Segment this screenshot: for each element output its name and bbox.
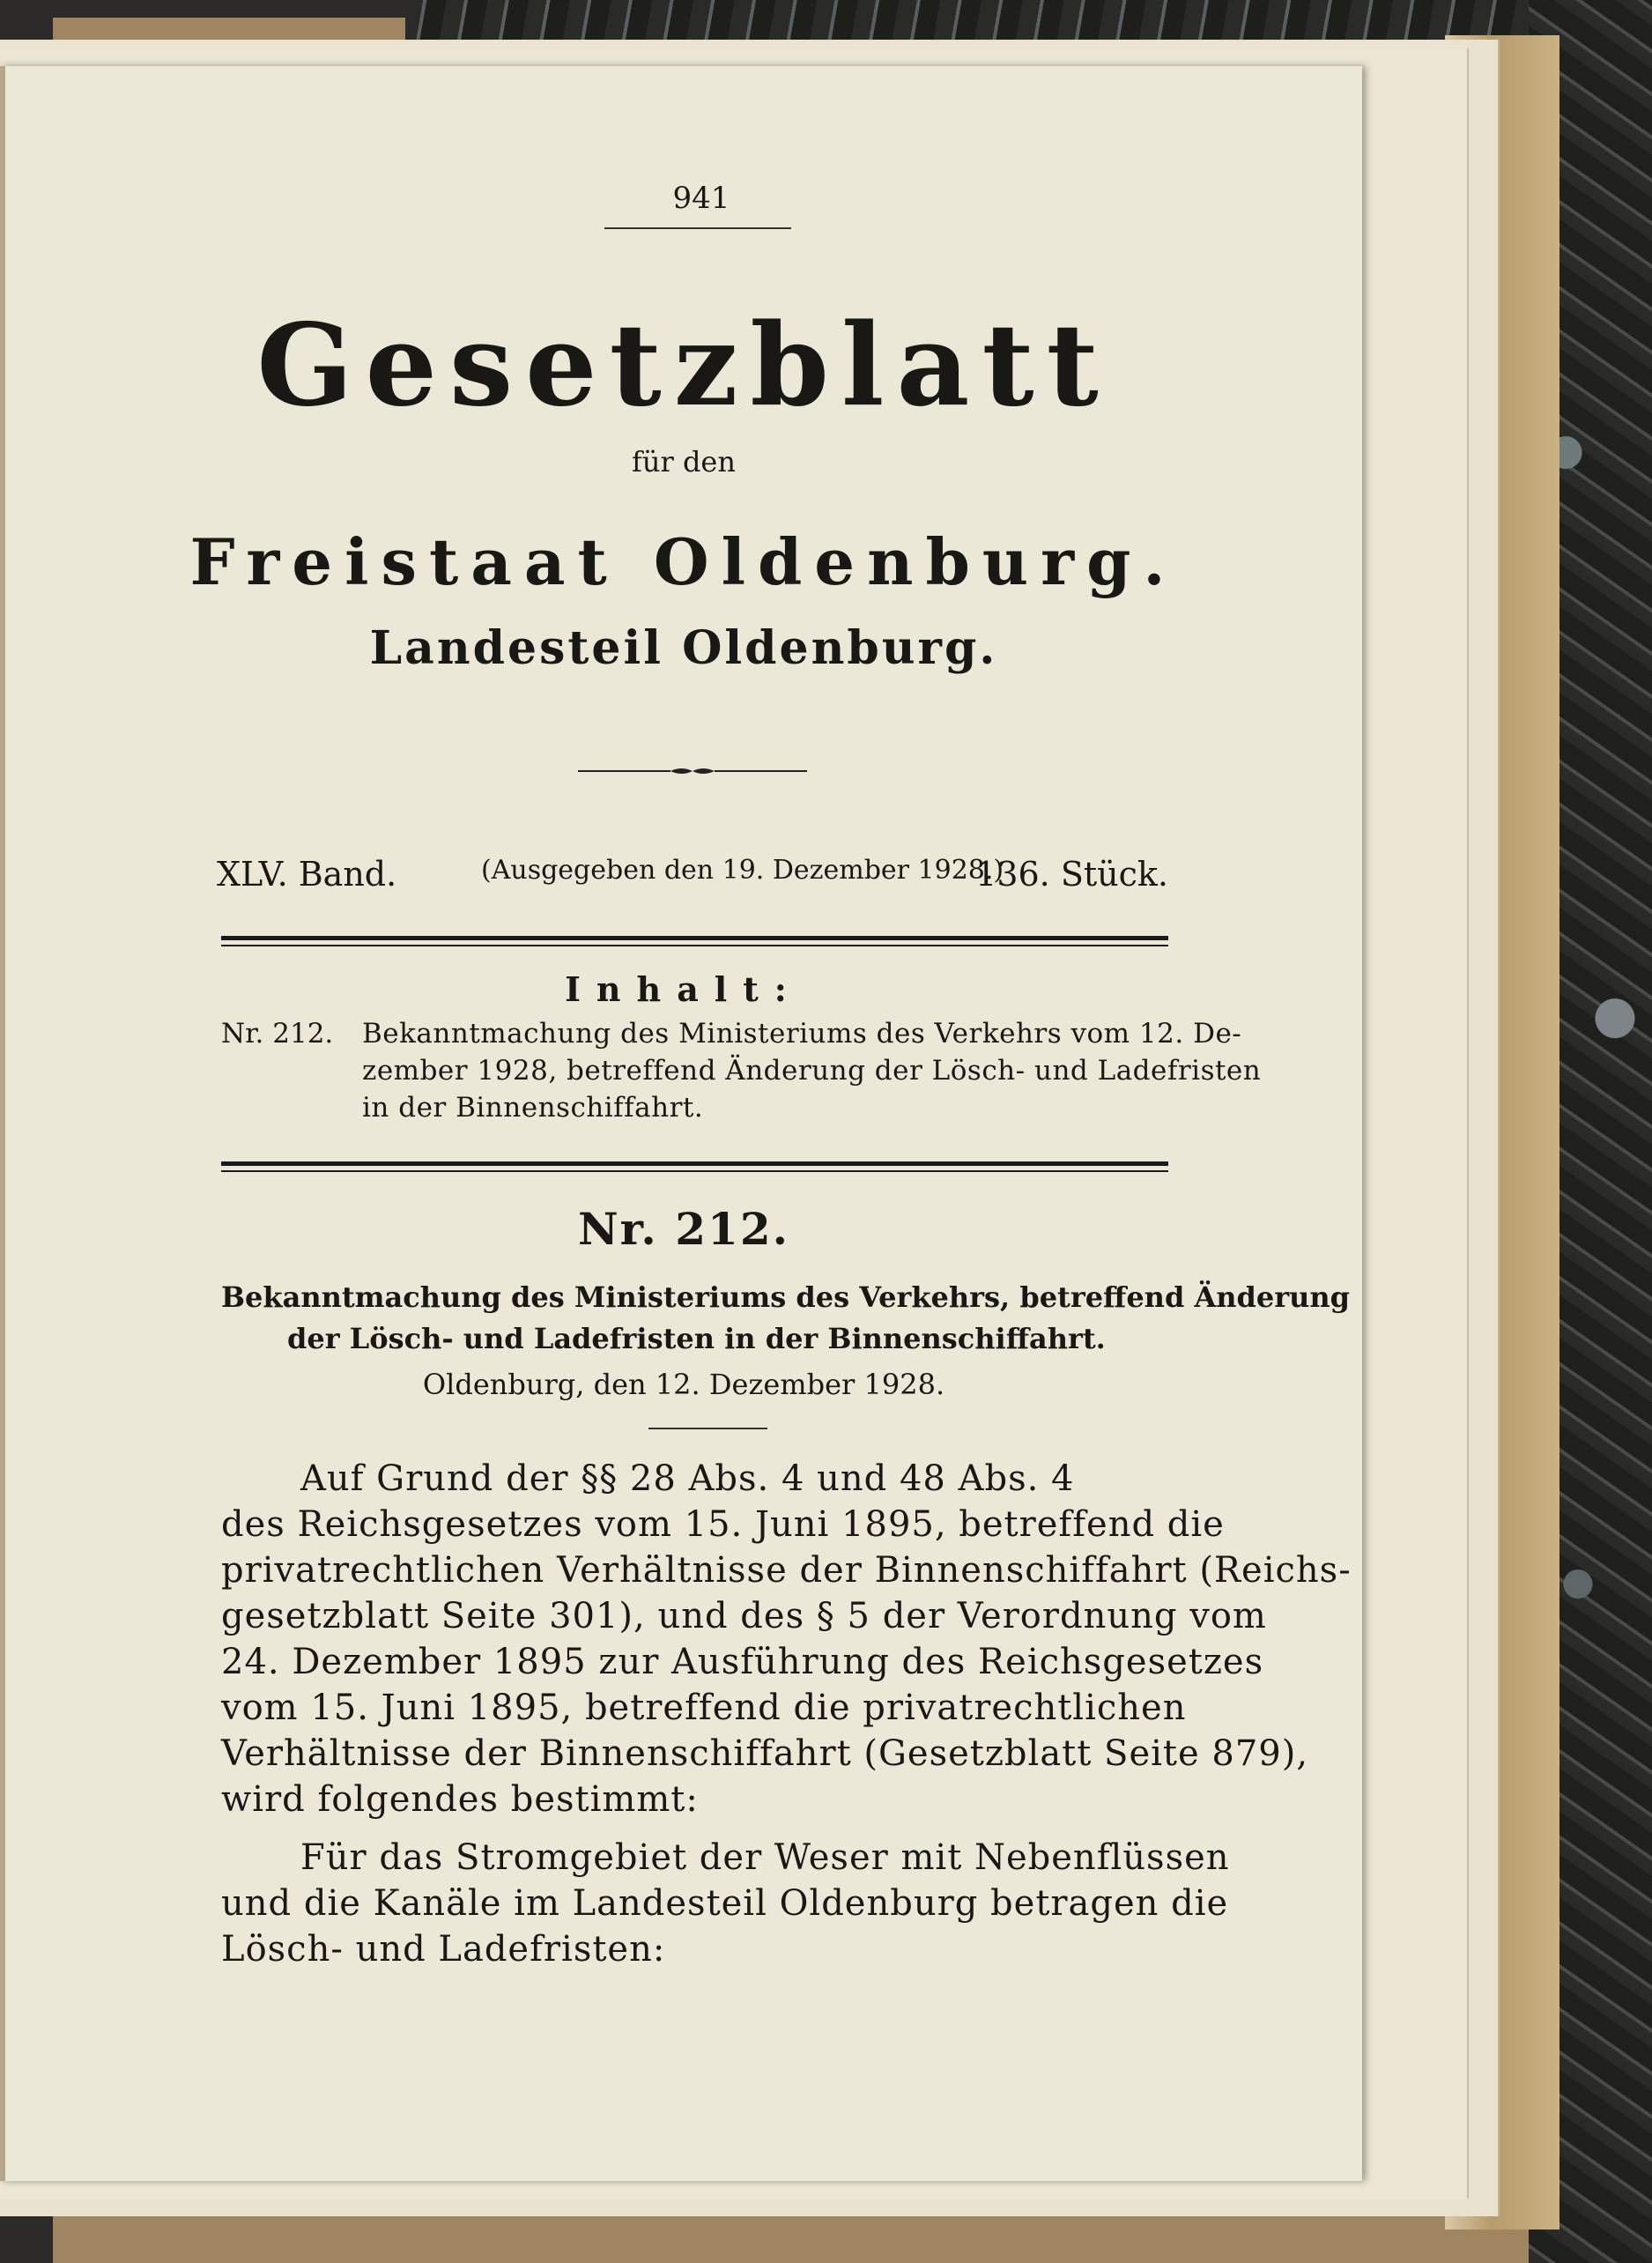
page-number-rule bbox=[604, 227, 791, 229]
state-name: Freistaat Oldenburg. bbox=[189, 524, 1178, 599]
body-line: Lösch- und Ladefristen: bbox=[221, 1929, 666, 1970]
double-rule bbox=[221, 936, 1168, 946]
toc-entry-line: zember 1928, betreffend Änderung der Lösch- und Ladefristen bbox=[362, 1055, 1262, 1087]
body-line: Für das Stromgebiet der Weser mit Nebenflüssen bbox=[300, 1837, 1230, 1878]
body-line: gesetzblatt Seite 301), und des § 5 der Verordnung vom bbox=[221, 1596, 1267, 1636]
body-line: Auf Grund der §§ 28 Abs. 4 und 48 Abs. 4 bbox=[300, 1458, 1075, 1499]
body-line: des Reichsgesetzes vom 15. Juni 1895, betreffend die bbox=[221, 1504, 1225, 1545]
double-rule bbox=[221, 1161, 1168, 1172]
body-line: vom 15. Juni 1895, betreffend die privatrechtlichen bbox=[221, 1688, 1187, 1728]
announcement-place-date: Oldenburg, den 12. Dezember 1928. bbox=[422, 1368, 945, 1401]
region-name: Landesteil Oldenburg. bbox=[369, 621, 998, 675]
issue-date: (Ausgegeben den 19. Dezember 1928.) bbox=[481, 855, 1004, 886]
body-line: und die Kanäle im Landesteil Oldenburg betragen die bbox=[221, 1883, 1229, 1924]
announcement-title-line: der Lösch- und Ladefristen in der Binnenschiffahrt. bbox=[287, 1322, 1106, 1355]
toc-entry-line: in der Binnenschiffahrt. bbox=[362, 1092, 704, 1124]
body-line: 24. Dezember 1895 zur Ausführung des Reichsgesetzes bbox=[221, 1642, 1264, 1682]
toc-entry-number: Nr. 212. bbox=[221, 1018, 334, 1050]
body-line: wird folgendes bestimmt: bbox=[221, 1779, 699, 1820]
page-number: 941 bbox=[672, 181, 730, 216]
ornament-rule-icon bbox=[578, 762, 807, 780]
announcement-title-line: Bekanntmachung des Ministeriums des Verkehrs, betreffend Änderung bbox=[221, 1280, 1351, 1314]
body-line: Verhältnisse der Binnenschiffahrt (Gesetzblatt Seite 879), bbox=[221, 1733, 1309, 1774]
contents-heading: Inhalt: bbox=[565, 969, 803, 1009]
announcement-number: Nr. 212. bbox=[577, 1203, 790, 1255]
short-rule bbox=[648, 1428, 767, 1429]
issue-piece: 136. Stück. bbox=[975, 855, 1168, 894]
title-connector: für den bbox=[632, 445, 736, 479]
page-title: Gesetzblatt bbox=[256, 300, 1111, 432]
document-page bbox=[0, 66, 1362, 2181]
toc-entry-line: Bekanntmachung des Ministeriums des Verkehrs vom 12. De- bbox=[362, 1018, 1242, 1050]
volume-band: XLV. Band. bbox=[217, 855, 397, 894]
body-line: privatrechtlichen Verhältnisse der Binnenschiffahrt (Reichs- bbox=[221, 1550, 1352, 1591]
